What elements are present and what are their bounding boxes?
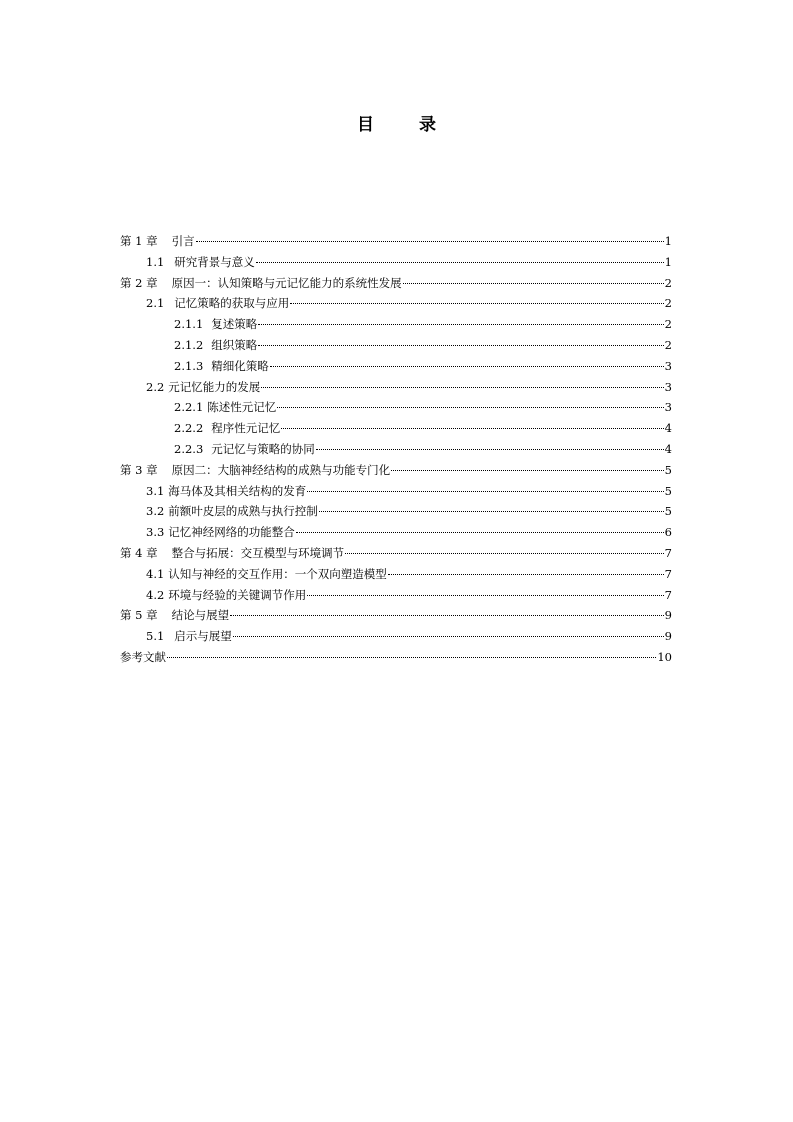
toc-entry-references[interactable] xyxy=(120,647,672,668)
toc-entry-title: 元记忆能力的发展 xyxy=(168,379,261,394)
dot-leader xyxy=(258,324,663,325)
toc-entry-subsection-2-2-3[interactable] xyxy=(120,439,672,460)
toc-entry-number: 1.1 xyxy=(146,254,165,269)
toc-entry-title: 记忆神经网络的功能整合 xyxy=(168,525,295,540)
toc-entry-number: 2.2.2 xyxy=(174,421,204,436)
toc-entry-page: 2 xyxy=(664,337,672,352)
dot-leader xyxy=(391,470,664,471)
toc-entry-page: 2 xyxy=(664,317,672,332)
toc-entry-title: 精细化策略 xyxy=(211,358,269,373)
toc-entry-page: 1 xyxy=(664,234,672,248)
toc-entry-title: 元记忆与策略的协同 xyxy=(211,441,315,456)
toc-entry-number: 2.2 xyxy=(146,379,165,394)
toc-entry-subsection-2-1-2[interactable] xyxy=(120,335,672,356)
dot-leader xyxy=(230,615,664,616)
toc-entry-page: 3 xyxy=(664,379,672,394)
toc-entry-section-4-1[interactable] xyxy=(120,564,672,585)
toc-entry-title: 研究背景与意义 xyxy=(174,254,255,269)
toc-entry-number: 2.1 xyxy=(146,296,165,311)
toc-entry-page: 2 xyxy=(664,296,672,311)
dot-leader xyxy=(307,491,663,492)
dot-leader xyxy=(319,511,664,512)
toc-entry-page: 2 xyxy=(664,275,672,290)
toc-entry-subsection-2-2-2[interactable] xyxy=(120,418,672,439)
toc-entry-page: 5 xyxy=(664,504,672,519)
toc-entry-number: 第 3 章 xyxy=(120,462,158,477)
toc-entry-page: 10 xyxy=(657,649,672,664)
toc-entry-subsection-2-2-1[interactable] xyxy=(120,397,672,418)
toc-entry-number: 3.1 xyxy=(146,483,165,498)
toc-entry-title: 前额叶皮层的成熟与执行控制 xyxy=(168,504,318,519)
toc-entry-title: 记忆策略的获取与应用 xyxy=(174,296,290,311)
dot-leader xyxy=(233,636,664,637)
toc-entry-number: 4.1 xyxy=(146,566,165,581)
toc-entry-title: 启示与展望 xyxy=(174,629,232,644)
toc-entry-page: 7 xyxy=(664,545,672,560)
toc-entry-number: 2.1.3 xyxy=(174,358,204,373)
toc-entry-section-2-1[interactable] xyxy=(120,293,672,314)
toc-entry-number: 第 4 章 xyxy=(120,545,158,560)
toc-entry-chapter-2[interactable] xyxy=(120,273,672,294)
dot-leader xyxy=(261,387,663,388)
toc-entry-page: 7 xyxy=(664,566,672,581)
toc-entry-chapter-5[interactable] xyxy=(120,605,672,626)
dot-leader xyxy=(388,574,664,575)
toc-entry-title: 海马体及其相关结构的发育 xyxy=(168,483,307,498)
toc-entry-section-5-1[interactable] xyxy=(120,626,672,647)
toc-entry-section-3-2[interactable] xyxy=(120,501,672,522)
toc-entry-number: 第 1 章 xyxy=(120,234,158,248)
dot-leader xyxy=(403,283,664,284)
dot-leader xyxy=(281,428,663,429)
toc-entry-chapter-1[interactable] xyxy=(120,231,672,252)
toc-entry-subsection-2-1-1[interactable] xyxy=(120,314,672,335)
toc-entry-section-4-2[interactable] xyxy=(120,585,672,606)
toc-entry-number: 5.1 xyxy=(146,629,165,644)
toc-entry-page: 9 xyxy=(664,608,672,623)
toc-entry-section-3-1[interactable] xyxy=(120,481,672,502)
toc-entry-page: 9 xyxy=(664,629,672,644)
dot-leader xyxy=(196,241,664,242)
toc-entry-page: 7 xyxy=(664,587,672,602)
toc-entry-page: 3 xyxy=(664,358,672,373)
toc-entry-page: 5 xyxy=(664,483,672,498)
dot-leader xyxy=(167,657,656,658)
toc-entry-page: 6 xyxy=(664,525,672,540)
toc-entry-page: 3 xyxy=(664,400,672,415)
toc-entry-chapter-3[interactable] xyxy=(120,460,672,481)
toc-entry-chapter-4[interactable] xyxy=(120,543,672,564)
table-of-contents xyxy=(120,231,672,668)
toc-entry-subsection-2-1-3[interactable] xyxy=(120,356,672,377)
toc-entry-page: 4 xyxy=(664,441,672,456)
dot-leader xyxy=(345,553,664,554)
toc-entry-title: 认知与神经的交互作用：一个双向塑造模型 xyxy=(168,566,387,581)
toc-entry-title: 组织策略 xyxy=(211,337,258,352)
dot-leader xyxy=(270,366,664,367)
toc-entry-number: 3.2 xyxy=(146,504,165,519)
toc-entry-number: 第 2 章 xyxy=(120,275,158,290)
toc-entry-title: 整合与拓展：交互模型与环境调节 xyxy=(171,545,345,560)
dot-leader xyxy=(277,407,663,408)
dot-leader xyxy=(258,345,663,346)
toc-entry-page: 5 xyxy=(664,462,672,477)
toc-entry-page: 1 xyxy=(664,254,672,269)
dot-leader xyxy=(316,449,664,450)
toc-entry-section-1-1[interactable] xyxy=(120,252,672,273)
toc-entry-title: 原因一：认知策略与元记忆能力的系统性发展 xyxy=(171,275,402,290)
toc-entry-title: 结论与展望 xyxy=(171,608,230,623)
toc-entry-number: 3.3 xyxy=(146,525,165,540)
toc-entry-title: 参考文献 xyxy=(120,649,166,664)
toc-entry-title: 引言 xyxy=(171,234,195,248)
toc-entry-number: 2.2.1 xyxy=(174,400,204,415)
toc-entry-section-2-2[interactable] xyxy=(120,377,672,398)
toc-entry-number: 第 5 章 xyxy=(120,608,158,623)
toc-entry-page: 4 xyxy=(664,421,672,436)
toc-entry-title: 复述策略 xyxy=(211,317,258,332)
toc-entry-number: 2.1.2 xyxy=(174,337,204,352)
page-title: 目 录 xyxy=(357,115,450,135)
toc-entry-section-3-3[interactable] xyxy=(120,522,672,543)
toc-entry-number: 4.2 xyxy=(146,587,165,602)
dot-leader xyxy=(307,595,663,596)
toc-entry-number: 2.2.3 xyxy=(174,441,204,456)
toc-entry-title: 原因二：大脑神经结构的成熟与功能专门化 xyxy=(171,462,391,477)
toc-entry-title: 陈述性元记忆 xyxy=(207,400,277,415)
toc-entry-number: 2.1.1 xyxy=(174,317,204,332)
dot-leader xyxy=(256,262,664,263)
toc-entry-title: 程序性元记忆 xyxy=(211,421,281,436)
dot-leader xyxy=(290,303,663,304)
dot-leader xyxy=(296,532,664,533)
toc-entry-title: 环境与经验的关键调节作用 xyxy=(168,587,307,602)
